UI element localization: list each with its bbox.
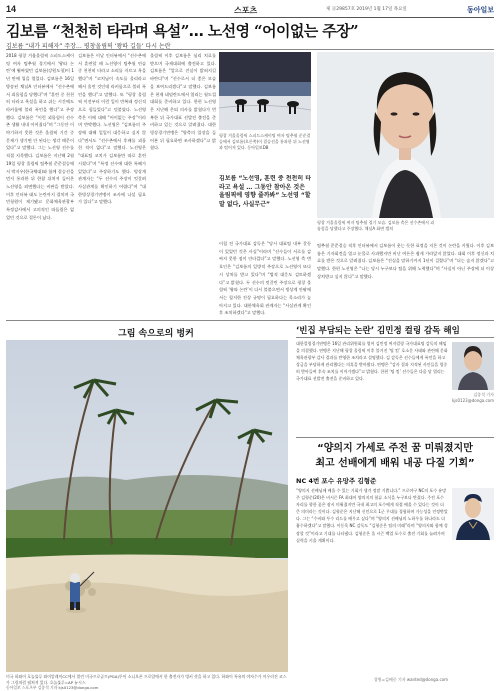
golf-photo-graphic <box>6 340 288 672</box>
sub-headline: 김보름 “내가 피해자” 주장… 평창올림픽 ‘왕따 길들’ 다시 논란 <box>6 43 171 50</box>
issue-date: 제 ⓓ29857호 2019년 1월 17일 목요일 <box>326 7 407 12</box>
curling-story-body: 대한컬링경기연맹은 16일 관리위원회를 열어 김민정 여자컬링 국가대표팀 감독의 해임을 의결했다. 연맹은 지난해 평창 올림픽 이후 불거진 ‘팀 킴’ 호소문 사태와 관련해 문화체육관광부 감사 결과를 반영한 조치라고 설명했다. 김 감독은 선수들에게 폭언을 하고 상금을 부당하게 관리했다는 의혹을 받아왔다. 연맹은 “감사 결과 지적된 사안들을 엄중히 받아들여 후속 조치를 이어가겠다”고 밝혔다. 한편 ‘팀 킴’ 선수들은 다음 달 열리는 국가대표 선발전 출전을 준비하고 있다. <box>296 341 448 382</box>
headline-quote-2: “어이없는 주장” <box>254 22 359 40</box>
article-column-5: 팀추월 준준결승 직후 인터뷰에서 김보름이 웃는 듯한 표정을 지은 것이 논란을 키웠다. 이후 김보름은 기자회견을 열고 눈물로 사과했지만 비난 여론은 쉽게 가라앉지 않았다. 대회 이후 정신과 치료를 받은 것으로 알려졌다. 김보름은 “진실을 말하기까지 1년이 걸렸다”며 “더는 숨지 않겠다”고 말했다. 한편 노선영은 “나는 당시 누구보다 팀을 위해 노력했다”며 “사실이 아닌 주장에 더 이상 상처받고 싶지 않다”고 말했다. <box>317 243 494 279</box>
divider <box>296 337 494 338</box>
skating-photo-caption: 평창 겨울올림픽 스피드스케이팅 여자 팀추월 준준결승에서 김보름(오른쪽)이 결승선을 통과한 뒤 노선영과 떨어져 있다. 동아일보DB <box>219 133 311 150</box>
player-photo-graphic <box>452 488 494 540</box>
photo-story-title: 그림 속으로의 벙커 <box>118 329 194 339</box>
baseball-byline: 창원=김배중 기자 wanted@donga.com <box>373 677 448 682</box>
player-photo <box>452 488 494 540</box>
headline-quote-1: “천천히 타라며 욕설” <box>52 22 189 40</box>
masthead-logo: 동아일보 <box>466 6 494 14</box>
article-column-1: 2018 평창 겨울올림픽 스피드스케이팅 여자 팀추월 경기에서 ‘왕따 논란’에 휩싸였던 김보름(강원도청)이 1년 만에 입을 열었다. 김보름은 16일 방송된 채널A 인터뷰에서 “선수촌에서 괴롭힘을 당했다”며 “훈련 중 천천히 타라고 욕설을 하고 쉬는 시간에도 라커룸에 불러 폭언을 했다”고 주장했다. 김보름은 “이런 괴롭힘이 선수촌 생활 내내 이어졌다”며 “그동안 이야기하지 못한 것은 올림픽 기간 중 문제가 생기면 안 된다는 생각 때문이었다”고 말했다. 그는 노선영 선수를 직접 지목했다. 김보름은 지난해 2월 19일 평창 올림픽 팀추월 준준결승에서 박지우(한국체대)와 함께 결승선을 먼저 통과한 뒤 한참 뒤처져 들어온 노선영을 외면했다는 비판을 받았다. 이후 인터뷰 태도 논란까지 겹치며 국민청원이 제기됐고 문화체육관광부 특정감사에서 고의적인 따돌림은 없었던 것으로 결론이 났다. <box>6 53 74 220</box>
coach-photo <box>452 342 494 390</box>
portrait-caption: 평창 겨울올림픽 여자 팀추월 경기 모습. 김보름 측은 선수촌에서 괴롭힘을 당했다고 주장했다. 채널A 화면 캡처 <box>317 220 435 231</box>
portrait-photo <box>317 52 494 218</box>
page-footer: 동아일보 스포츠부 김종석 기자 kjs0123@donga.com <box>6 685 99 690</box>
divider <box>6 49 494 50</box>
article-column-4: 이철 전 국가대표 감독은 “당시 대표팀 내부 갈등이 있었던 것은 사실”이라며 “선수들이 서로를 감싸지 못한 점이 안타깝다”고 말했다. 노선영 측 변호인은 “김보름의 일방적 주장으로 노선영이 또다시 상처를 받고 있다”며 “법적 대응도 검토하겠다”고 밝혔다. 두 선수의 엇갈린 주장으로 평창 올림픽 ‘왕따 논란’이 다시 불붙으면서 빙상계 안팎에서는 철저한 진상 규명이 필요하다는 목소리가 높아지고 있다. 대한체육회 관계자는 “사실관계 확인 후 조치하겠다”고 말했다. <box>219 241 311 316</box>
golf-photo-caption: 미국 하와이 호놀룰루 와이알레이CC에서 열린 미국프로골프(PGA)투어 소니오픈 프로암에서 한 출전자가 벙커 샷을 하고 있다. 하와이 특유의 야자수가 어우러진 코스가 그림처럼 펼쳐져 있다. 호놀룰루=AP 뉴시스 <box>6 674 287 685</box>
article-column-2: 김보름은 이날 인터뷰에서 “선수촌에서 훈련할 때 노선영이 팀추월 연습 중 천천히 타라고 소리를 지르고 욕을 했다”며 “코치님이 속도를 올리라고 해서 올린 것인데 라커룸으로 불러 폭언을 했다”고 말했다. 또 “평창 올림픽 이전부터 이런 일이 반복돼 정신적으로 힘들었다”고 덧붙였다. 노선영 측은 이에 대해 “어이없는 주장”이라며 반박했다. 노선영은 “김보름의 주장에 대해 일일이 대응하고 싶지 않다”면서도 “선수촌에서 후배를 괴롭힌 적이 없다”고 말했다. 노선영은 “대표팀 코치가 김보름만 따로 훈련시켰다”며 “특정 선수에 대한 특혜가 있었다”고 주장하기도 했다. 빙상계 관계자는 “두 선수의 주장이 엇갈려 사실관계를 확인하기 어렵다”며 “대한빙상경기연맹이 조사에 나설 필요가 있다”고 말했다. <box>78 53 146 205</box>
skating-photo <box>219 52 311 130</box>
page-header <box>6 4 494 18</box>
golf-photo <box>6 340 288 672</box>
divider <box>6 320 494 321</box>
page-number: 14 <box>6 4 17 14</box>
curling-byline: 김종석 기자 kjs0123@donga.com <box>452 392 495 403</box>
divider <box>296 437 494 438</box>
skating-photo-graphic <box>219 52 311 130</box>
baseball-story-body: “양의지 선배님께 배울 수 있는 기회가 생겨 정말 기쁩니다.” 프로야구 NC의 포수 유망주 김형준(20)은 비시즌 FA 최대어 양의지의 합류 소식을 누구보다 반겼다. 주전 포수 자리를 향한 꿈은 잠시 미뤄졌지만 국내 최고의 포수에게 직접 배울 수 있다는 것이 더 큰 의미라는 것이다. 김형준은 지난해 신인으로 1군 무대를 경험하며 가능성을 인정받았다. 그는 “수비와 투수 리드를 배우고 싶다”며 “양의지 선배님의 노하우를 하나라도 더 흡수하겠다”고 말했다. 이동욱 NC 감독도 “김형준은 팀의 미래”라며 “양의지와 함께 성장할 것”이라고 기대를 나타냈다. 김형준은 올 시즌 백업 포수로 출전 기회를 늘려가며 실력을 키울 계획이다. <box>296 488 448 543</box>
main-headline <box>6 20 494 41</box>
curling-story-title: ‘빈집 부담되는 논란’ 김민정 컬링 감독 해임 <box>296 326 460 336</box>
baseball-story-title: NC 4번 포수 유망주 김형준 <box>296 477 377 485</box>
portrait-graphic <box>317 52 494 218</box>
article-column-3: 올림픽 이후 김보름은 심리 치료를 받으며 국제대회에 출전하고 있다. 김보름은 “앞으로 진실이 밝혀지길 바란다”며 “선수로서 더 좋은 모습을 보여드리겠다”고 말했다. 김보름은 현재 네덜란드에서 열리는 월드컵 대회를 준비하고 있다. 한편 노선영은 지난해 은퇴 의사를 밝혔다가 번복한 뒤 국가대표 선발전 출전을 준비하고 있는 것으로 알려졌다. 대한빙상경기연맹은 “양측의 입장을 들어본 뒤 필요하면 조사하겠다”고 밝혔다. <box>150 53 216 151</box>
headline-part: 김보름 <box>6 22 53 40</box>
pull-quote: 김보름 “노선영, 훈련 중 천천히 타라고 욕설 … 그동안 참아온 것은 올림픽에 영향 줄까봐” 노선영 “할 말 없다, 사실무근” <box>219 175 311 208</box>
quote-line-1: “양의지 가세로 주전 꿈 미뤄졌지만 <box>317 443 473 454</box>
baseball-quote-headline <box>296 441 494 471</box>
coach-photo-graphic <box>452 342 494 390</box>
quote-line-2: 최고 선배에게 배워 내공 다질 기회” <box>315 458 475 469</box>
headline-part: … 노선영 <box>188 22 255 40</box>
section-label: 스포츠 <box>234 6 258 15</box>
baseball-story-side <box>452 544 494 672</box>
